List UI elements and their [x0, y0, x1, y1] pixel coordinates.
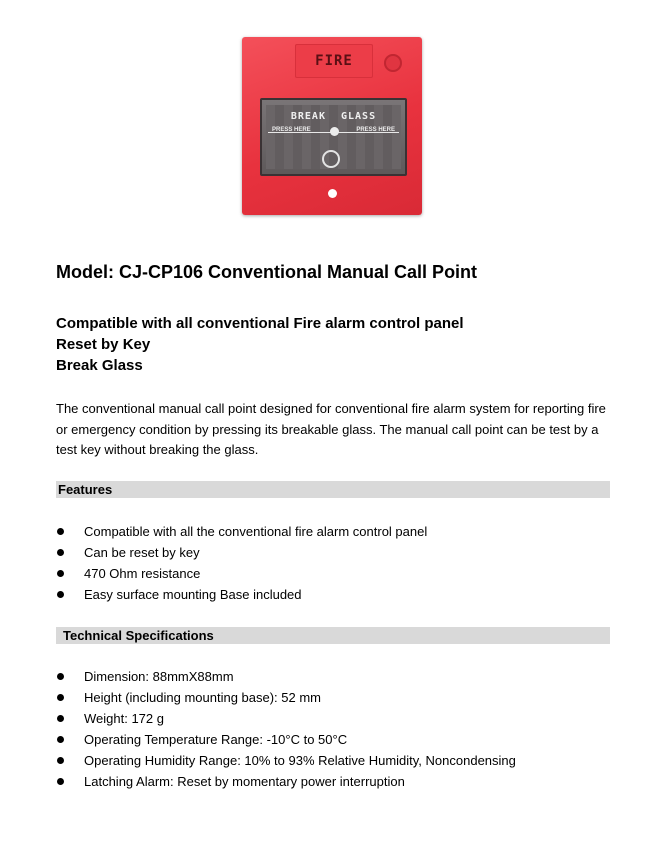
features-list	[56, 521, 427, 605]
list-item: Can be reset by key	[56, 542, 427, 563]
page-title: Model: CJ-CP106 Conventional Manual Call Point	[56, 262, 478, 282]
break-glass-label: BREAK GLASS	[290, 111, 377, 122]
list-item: Operating Temperature Range: -10°C to 50°C	[56, 729, 516, 750]
fire-label: FIRE	[315, 53, 353, 69]
subheading-break-glass: Break Glass	[56, 357, 143, 374]
reset-hole-icon	[328, 189, 337, 198]
fire-label-plate	[295, 44, 373, 78]
specs-heading: Technical Specifications	[56, 627, 610, 644]
subheading-reset: Reset by Key	[56, 336, 151, 353]
list-item: Compatible with all the conventional fire alarm control panel	[56, 521, 427, 542]
list-item: Operating Humidity Range: 10% to 93% Relative Humidity, Noncondensing	[56, 750, 516, 771]
key-hole-icon	[384, 54, 402, 72]
description-paragraph: The conventional manual call point designed for conventional fire alarm system for reporting fire or emergency condition by pressing its breakable glass. The manual call point can be test by a test key without breaking the glass.	[56, 401, 606, 457]
features-heading: Features	[56, 481, 610, 498]
break-glass-panel	[260, 98, 407, 176]
list-item: Easy surface mounting Base included	[56, 584, 427, 605]
manual-call-point-image	[242, 37, 422, 215]
press-here-right: PRESS HERE	[356, 127, 395, 133]
press-here-arrows	[268, 127, 399, 137]
list-item: Dimension: 88mmX88mm	[56, 666, 516, 687]
press-here-left: PRESS HERE	[272, 127, 311, 133]
list-item: 470 Ohm resistance	[56, 563, 427, 584]
list-item: Latching Alarm: Reset by momentary power interruption	[56, 771, 516, 792]
list-item: Weight: 172 g	[56, 708, 516, 729]
subheading-compatible: Compatible with all conventional Fire alarm control panel	[56, 315, 464, 332]
list-item: Height (including mounting base): 52 mm	[56, 687, 516, 708]
specs-list	[56, 666, 516, 792]
center-dot-icon	[330, 127, 339, 136]
brand-logo-icon	[322, 150, 340, 168]
